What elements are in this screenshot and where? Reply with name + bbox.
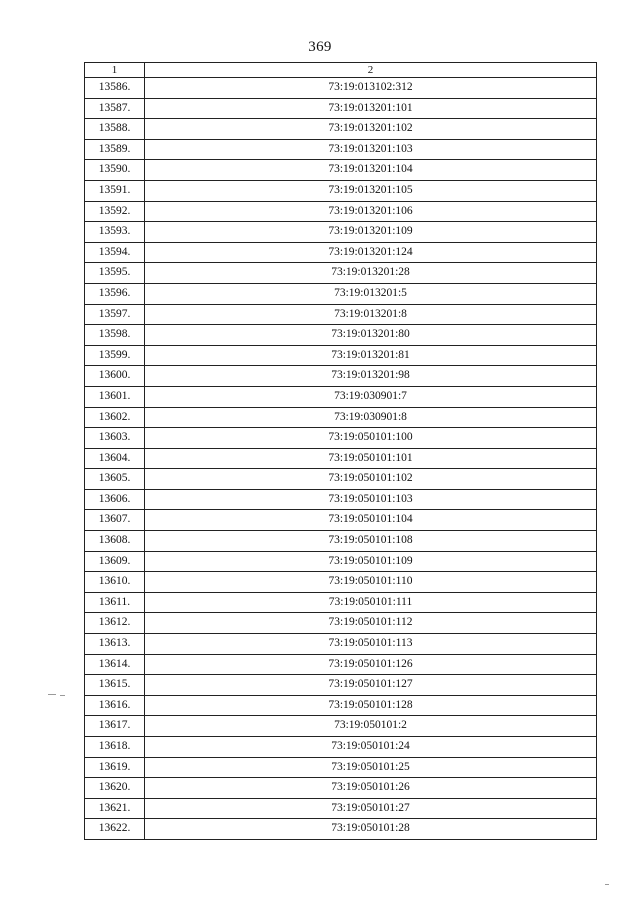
table-row (85, 119, 597, 140)
row-number-cell: 13612. (85, 613, 145, 634)
table-row (85, 448, 597, 469)
table-row (85, 489, 597, 510)
cadastral-code-cell: 73:19:050101:101 (145, 448, 597, 469)
table-row (85, 695, 597, 716)
cadastral-code-cell: 73:19:050101:112 (145, 613, 597, 634)
table-row (85, 242, 597, 263)
cadastral-code-cell: 73:19:050101:110 (145, 572, 597, 593)
table-row (85, 798, 597, 819)
row-number-cell: 13597. (85, 304, 145, 325)
row-number-cell: 13587. (85, 98, 145, 119)
row-number-cell: 13614. (85, 654, 145, 675)
cadastral-code-cell: 73:19:013201:80 (145, 325, 597, 346)
table-row (85, 592, 597, 613)
cadastral-code-cell: 73:19:013201:28 (145, 263, 597, 284)
row-number-cell: 13595. (85, 263, 145, 284)
cadastral-code-cell: 73:19:013201:104 (145, 160, 597, 181)
row-number-cell: 13590. (85, 160, 145, 181)
cadastral-code-cell: 73:19:050101:100 (145, 428, 597, 449)
cadastral-code-cell: 73:19:050101:102 (145, 469, 597, 490)
cadastral-code-cell: 73:19:013201:124 (145, 242, 597, 263)
registry-table-container (84, 62, 596, 840)
table-row (85, 675, 597, 696)
row-number-cell: 13600. (85, 366, 145, 387)
row-number-cell: 13601. (85, 386, 145, 407)
cadastral-code-cell: 73:19:013201:106 (145, 201, 597, 222)
row-number-cell: 13586. (85, 78, 145, 99)
scan-mark (60, 695, 65, 696)
cadastral-code-cell: 73:19:050101:113 (145, 634, 597, 655)
row-number-cell: 13592. (85, 201, 145, 222)
row-number-cell: 13603. (85, 428, 145, 449)
row-number-cell: 13616. (85, 695, 145, 716)
cadastral-code-cell: 73:19:050101:26 (145, 778, 597, 799)
row-number-cell: 13618. (85, 737, 145, 758)
row-number-cell: 13607. (85, 510, 145, 531)
row-number-cell: 13598. (85, 325, 145, 346)
table-row (85, 304, 597, 325)
cadastral-code-cell: 73:19:013201:81 (145, 345, 597, 366)
cadastral-code-cell: 73:19:050101:128 (145, 695, 597, 716)
cadastral-code-cell: 73:19:030901:8 (145, 407, 597, 428)
table-row (85, 654, 597, 675)
cadastral-code-cell: 73:19:030901:7 (145, 386, 597, 407)
table-row (85, 716, 597, 737)
row-number-cell: 13608. (85, 531, 145, 552)
table-row (85, 78, 597, 99)
cadastral-code-cell: 73:19:050101:108 (145, 531, 597, 552)
row-number-cell: 13621. (85, 798, 145, 819)
table-row (85, 613, 597, 634)
table-row (85, 778, 597, 799)
cadastral-code-cell: 73:19:013201:109 (145, 222, 597, 243)
row-number-cell: 13596. (85, 283, 145, 304)
scan-mark (48, 694, 56, 695)
table-row (85, 180, 597, 201)
column-header-number: 1 (85, 63, 145, 78)
registry-table (84, 62, 597, 840)
table-row (85, 428, 597, 449)
table-row (85, 469, 597, 490)
column-header-code: 2 (145, 63, 597, 78)
cadastral-code-cell: 73:19:013201:101 (145, 98, 597, 119)
table-row (85, 551, 597, 572)
row-number-cell: 13610. (85, 572, 145, 593)
table-row (85, 366, 597, 387)
table-row (85, 345, 597, 366)
table-row (85, 222, 597, 243)
table-row (85, 263, 597, 284)
row-number-cell: 13619. (85, 757, 145, 778)
cadastral-code-cell: 73:19:050101:27 (145, 798, 597, 819)
cadastral-code-cell: 73:19:013102:312 (145, 78, 597, 99)
cadastral-code-cell: 73:19:013201:103 (145, 139, 597, 160)
cadastral-code-cell: 73:19:013201:5 (145, 283, 597, 304)
row-number-cell: 13609. (85, 551, 145, 572)
table-row (85, 757, 597, 778)
cadastral-code-cell: 73:19:013201:105 (145, 180, 597, 201)
table-row (85, 201, 597, 222)
table-row (85, 139, 597, 160)
page-number: 369 (308, 39, 332, 55)
cadastral-code-cell: 73:19:013201:8 (145, 304, 597, 325)
cadastral-code-cell: 73:19:050101:127 (145, 675, 597, 696)
row-number-cell: 13615. (85, 675, 145, 696)
scan-mark (605, 884, 609, 885)
table-row (85, 283, 597, 304)
row-number-cell: 13613. (85, 634, 145, 655)
table-row (85, 634, 597, 655)
table-row (85, 325, 597, 346)
table-row (85, 572, 597, 593)
row-number-cell: 13591. (85, 180, 145, 201)
table-row (85, 407, 597, 428)
row-number-cell: 13589. (85, 139, 145, 160)
cadastral-code-cell: 73:19:050101:111 (145, 592, 597, 613)
row-number-cell: 13599. (85, 345, 145, 366)
row-number-cell: 13622. (85, 819, 145, 840)
table-row (85, 531, 597, 552)
cadastral-code-cell: 73:19:050101:2 (145, 716, 597, 737)
cadastral-code-cell: 73:19:050101:24 (145, 737, 597, 758)
row-number-cell: 13617. (85, 716, 145, 737)
row-number-cell: 13593. (85, 222, 145, 243)
row-number-cell: 13605. (85, 469, 145, 490)
cadastral-code-cell: 73:19:013201:102 (145, 119, 597, 140)
row-number-cell: 13620. (85, 778, 145, 799)
row-number-cell: 13611. (85, 592, 145, 613)
cadastral-code-cell: 73:19:050101:28 (145, 819, 597, 840)
cadastral-code-cell: 73:19:050101:109 (145, 551, 597, 572)
row-number-cell: 13606. (85, 489, 145, 510)
cadastral-code-cell: 73:19:050101:25 (145, 757, 597, 778)
table-row (85, 160, 597, 181)
cadastral-code-cell: 73:19:050101:103 (145, 489, 597, 510)
cadastral-code-cell: 73:19:050101:104 (145, 510, 597, 531)
row-number-cell: 13602. (85, 407, 145, 428)
table-row (85, 737, 597, 758)
row-number-cell: 13588. (85, 119, 145, 140)
row-number-cell: 13594. (85, 242, 145, 263)
cadastral-code-cell: 73:19:050101:126 (145, 654, 597, 675)
table-row (85, 510, 597, 531)
table-header-row (85, 63, 597, 78)
table-row (85, 98, 597, 119)
cadastral-code-cell: 73:19:013201:98 (145, 366, 597, 387)
row-number-cell: 13604. (85, 448, 145, 469)
table-row (85, 819, 597, 840)
table-row (85, 386, 597, 407)
